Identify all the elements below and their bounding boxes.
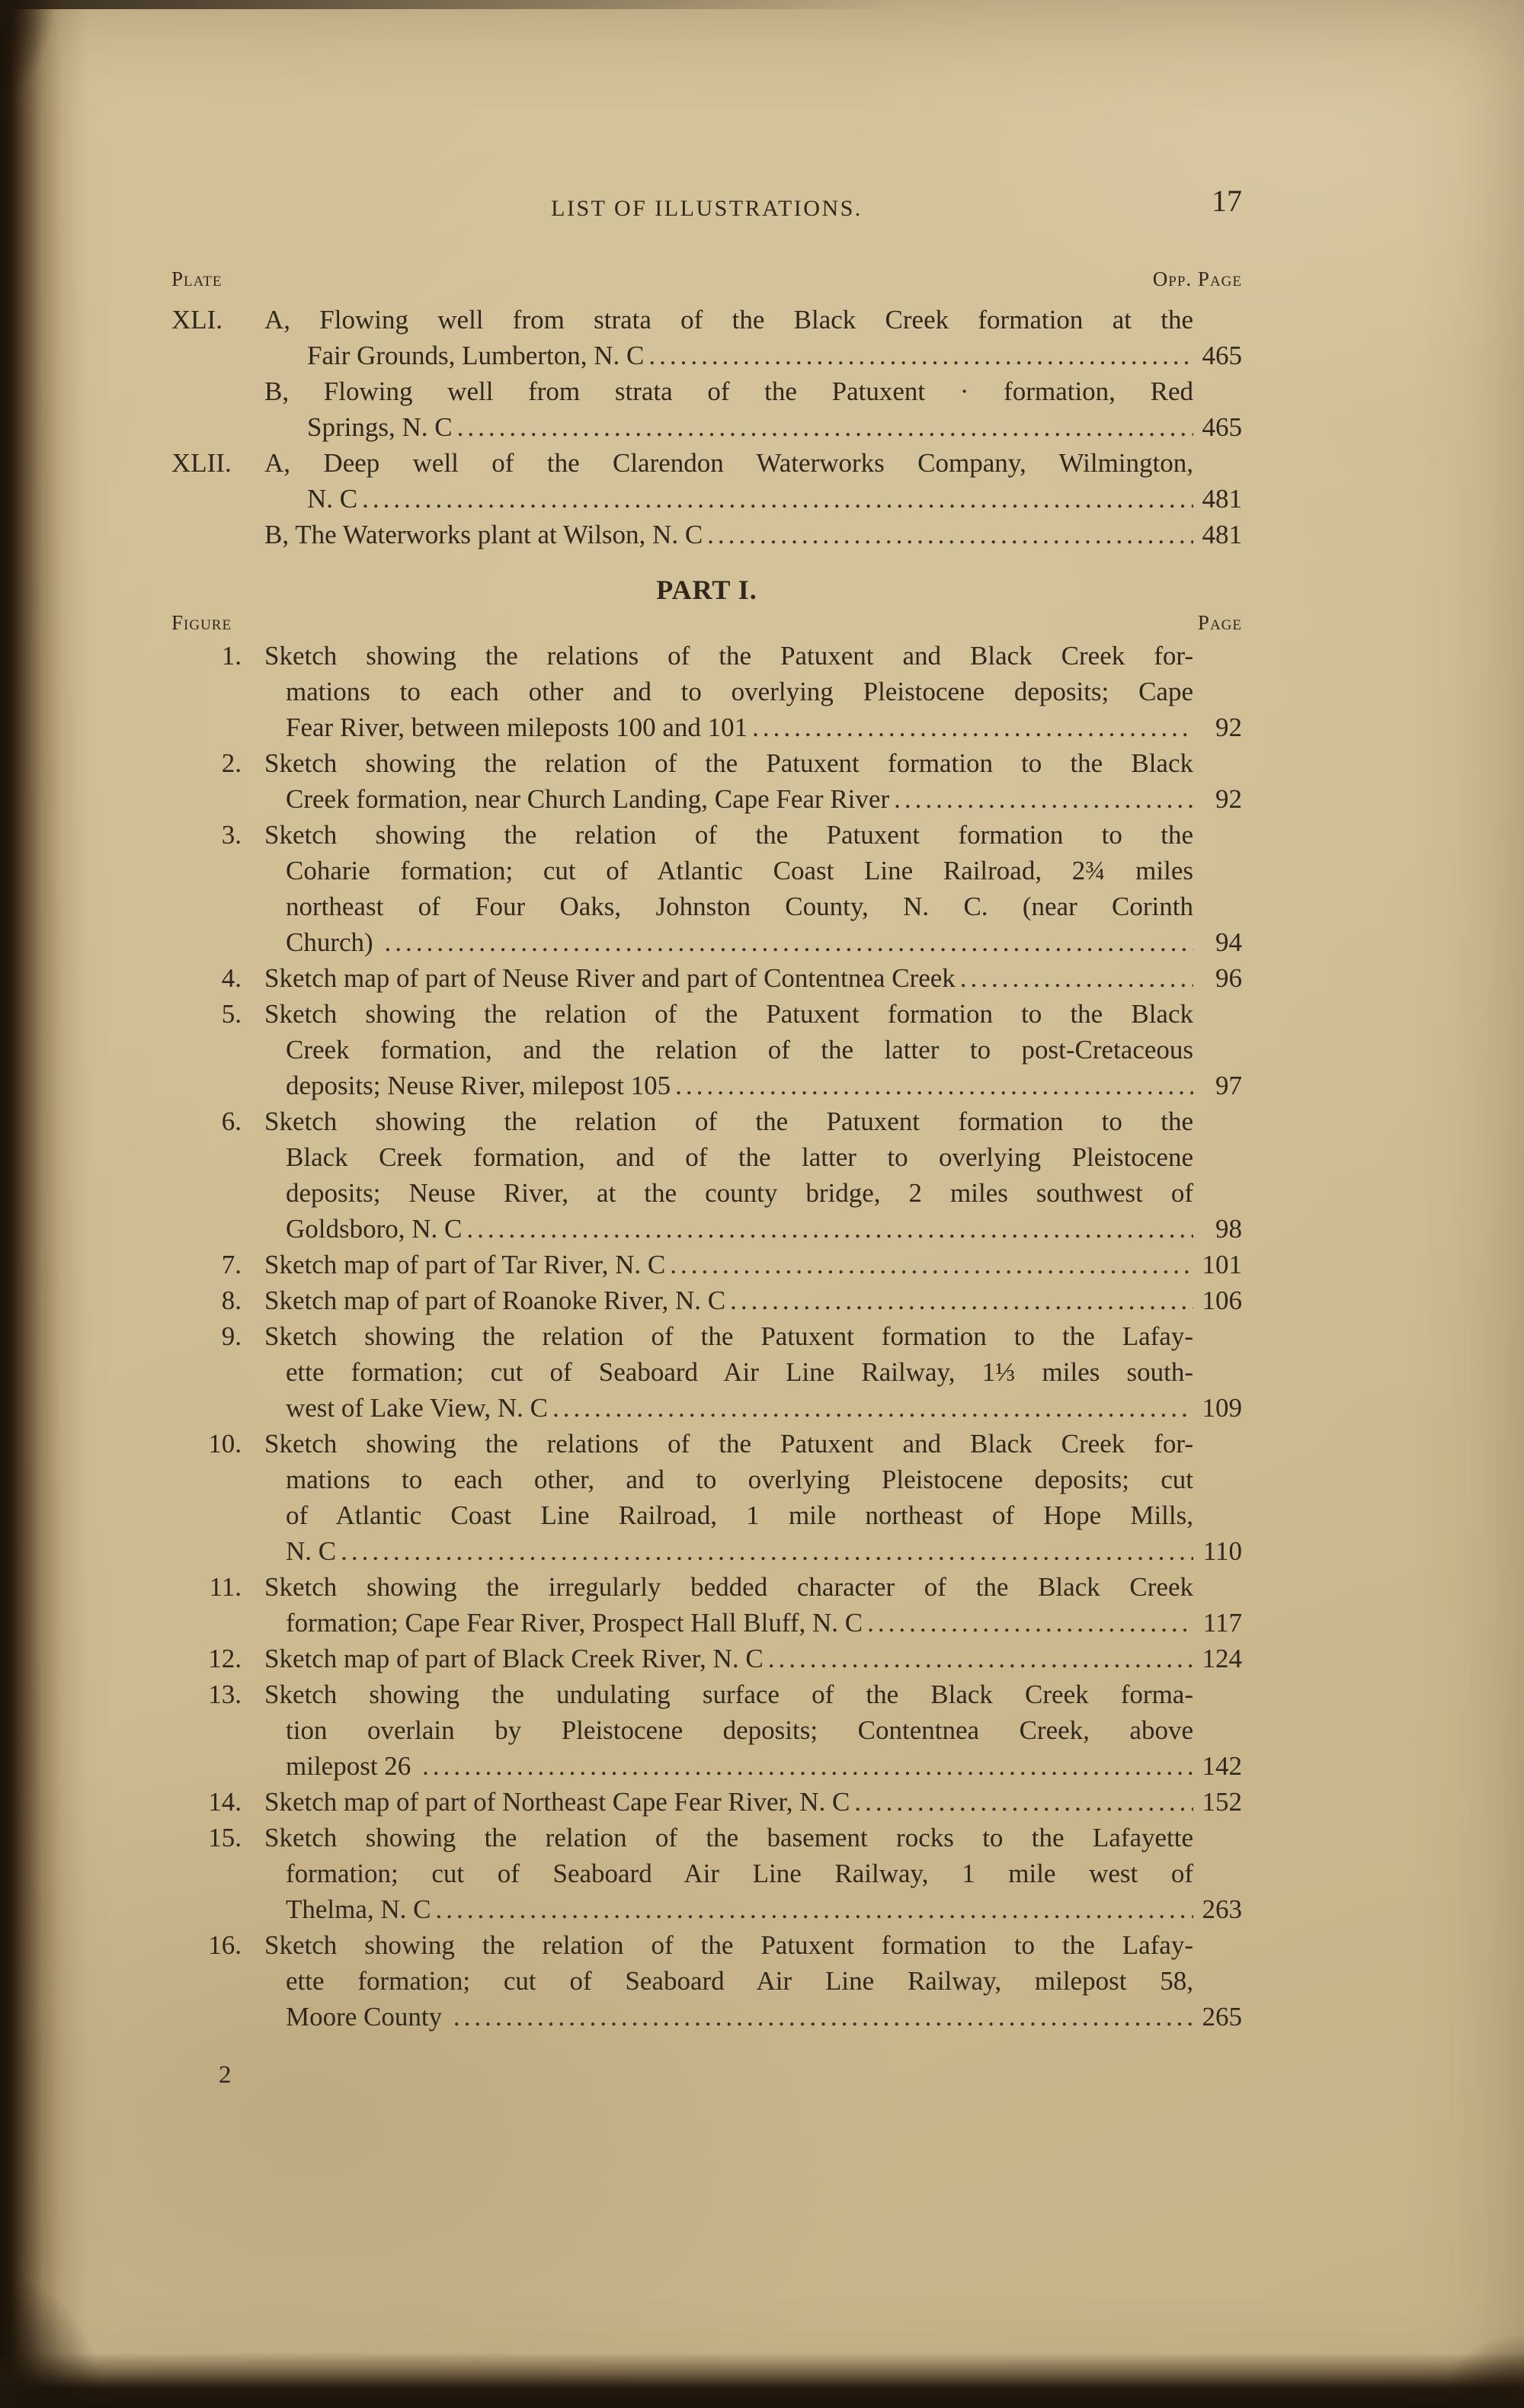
entry-text-line: Sketch showing the undulating surface of the Black Creek forma- <box>264 1680 1193 1709</box>
entry-text: Sketch map of part of Black Creek River, N. C <box>264 1644 764 1673</box>
dot-leader <box>894 781 1193 817</box>
entry-page-number: 481 <box>1202 520 1242 549</box>
entry-page-number: 97 <box>1215 1071 1242 1100</box>
entry-number: 14. <box>208 1787 242 1817</box>
dot-leader <box>854 1784 1193 1820</box>
entry-text-line: Sketch showing the relations of the Patuxent and Black Creek for- <box>264 641 1193 671</box>
part-heading: PART I. <box>656 575 757 605</box>
signature-mark: 2 <box>219 2061 232 2089</box>
entry-page-number: 465 <box>1202 341 1242 370</box>
entry-text: Church) <box>286 927 380 957</box>
dot-leader <box>648 338 1193 373</box>
entry-text-line: ette formation; cut of Seaboard Air Line Railway, milepost 58, <box>286 1966 1193 1996</box>
entry-number <box>171 517 242 552</box>
entry-text: Sketch map of part of Neuse River and part of Contentnea Creek <box>264 963 956 993</box>
entry-text: N. C <box>286 1536 337 1566</box>
dot-leader <box>670 1247 1193 1282</box>
entry-last-line <box>264 1533 1242 1569</box>
figure-entry <box>171 1426 1242 1569</box>
scan-corner-bottom-right <box>1410 2309 1524 2408</box>
entry-page-number: 265 <box>1202 2002 1242 2032</box>
dot-leader <box>768 1641 1193 1676</box>
entry-last-line <box>264 517 1242 552</box>
entry-number: 7. <box>221 1250 242 1279</box>
dot-leader <box>384 924 1193 960</box>
binding-shadow-left <box>0 0 88 2408</box>
entry-text-line: mations to each other, and to overlying Pleistocene deposits; cut <box>286 1465 1193 1494</box>
entry-last-line <box>264 1605 1242 1641</box>
entry-text: B, The Waterworks plant at Wilson, N. C <box>264 520 703 549</box>
figure-entry <box>171 1247 1242 1282</box>
dot-leader <box>341 1533 1193 1569</box>
entry-last-line <box>264 1999 1242 2035</box>
entry-number: 6. <box>221 1106 242 1136</box>
entry-last-line <box>264 1748 1242 1784</box>
entry-page-number: 481 <box>1202 484 1242 514</box>
figure-entry <box>171 1282 1242 1318</box>
entry-text: Fear River, between mileposts 100 and 101 <box>286 712 748 742</box>
page-header <box>171 184 1242 227</box>
entry-number: 1. <box>221 641 242 671</box>
entry-text: Moore County <box>286 2002 449 2032</box>
entry-text: Sketch map of part of Tar River, N. C <box>264 1250 666 1279</box>
entry-last-line <box>264 960 1242 996</box>
entry-text-line: Sketch showing the relation of the Patuxent formation to the <box>264 820 1193 850</box>
entry-page-number: 98 <box>1215 1214 1242 1244</box>
entry-text: Sketch map of part of Northeast Cape Fear River, N. C <box>264 1787 850 1817</box>
dot-leader <box>436 1891 1193 1927</box>
figure-entry <box>171 996 1242 1103</box>
figure-entry <box>171 960 1242 996</box>
entry-number: 5. <box>221 999 242 1029</box>
dot-leader <box>552 1390 1193 1426</box>
plates-heading-left: Plate <box>171 267 223 290</box>
plate-entry <box>171 517 1242 552</box>
entry-page-number: 92 <box>1215 784 1242 814</box>
dot-leader <box>960 960 1193 996</box>
entry-last-line <box>264 1211 1242 1247</box>
dot-leader <box>752 709 1193 745</box>
entry-last-line <box>264 1247 1242 1282</box>
figure-entry <box>171 1820 1242 1927</box>
entry-last-line <box>264 1390 1242 1426</box>
entry-text-line: Sketch showing the relation of the basement rocks to the Lafayette <box>264 1823 1193 1852</box>
entry-page-number: 117 <box>1202 1608 1242 1638</box>
entry-page-number: 110 <box>1202 1536 1242 1566</box>
figure-entry <box>171 1641 1242 1676</box>
entry-number: 16. <box>208 1930 242 1960</box>
entry-text-line: mations to each other and to overlying Pleistocene deposits; Cape <box>286 677 1193 706</box>
plate-entry <box>171 373 1242 445</box>
entry-number: XLII. <box>171 448 232 478</box>
figure-entry <box>171 1569 1242 1641</box>
entry-text-line: formation; cut of Seaboard Air Line Railway, 1 mile west of <box>286 1859 1193 1888</box>
entry-page-number: 94 <box>1215 927 1242 957</box>
entry-last-line <box>264 338 1242 373</box>
entry-text: Creek formation, near Church Landing, Cape Fear River <box>286 784 890 814</box>
entry-text-line: A, Flowing well from strata of the Black Creek formation at the <box>264 305 1193 335</box>
entry-text: Sketch map of part of Roanoke River, N. C <box>264 1286 726 1315</box>
page-title: LIST OF ILLUSTRATIONS. <box>551 196 863 221</box>
entry-number: 8. <box>221 1286 242 1315</box>
entry-last-line <box>264 1784 1242 1820</box>
entry-text-line: Sketch showing the irregularly bedded character of the Black Creek <box>264 1572 1193 1602</box>
entry-text-line: Sketch showing the relation of the Patuxent formation to the Black <box>264 748 1193 778</box>
entry-text: milepost 26 <box>286 1751 418 1781</box>
dot-leader <box>730 1282 1193 1318</box>
scan-corner-top-left <box>0 0 72 130</box>
dot-leader <box>457 409 1193 445</box>
dot-leader <box>466 1211 1193 1247</box>
entry-page-number: 152 <box>1202 1787 1242 1817</box>
entry-text: N. C <box>307 484 358 514</box>
page-content <box>171 184 1242 2093</box>
figures-heading-right: Page <box>1197 611 1242 634</box>
entry-text: Thelma, N. C <box>286 1894 431 1924</box>
figures-heading-left: Figure <box>171 611 232 634</box>
entry-number: 11. <box>209 1572 242 1602</box>
entry-last-line <box>264 1282 1242 1318</box>
entry-number: 13. <box>208 1680 242 1709</box>
entry-text-line: tion overlain by Pleistocene deposits; Contentnea Creek, above <box>286 1715 1193 1745</box>
dot-leader <box>867 1605 1193 1641</box>
figure-entry <box>171 817 1242 960</box>
entry-page-number: 124 <box>1202 1644 1242 1673</box>
entry-number: 2. <box>221 748 242 778</box>
entry-text: formation; Cape Fear River, Prospect Hall Bluff, N. C <box>286 1608 863 1638</box>
dot-leader <box>453 1999 1193 2035</box>
entry-text-line: northeast of Four Oaks, Johnston County, N. C. (near Corinth <box>286 892 1193 921</box>
entry-text: Fair Grounds, Lumberton, N. C <box>307 341 645 370</box>
entry-last-line <box>264 781 1242 817</box>
entry-text-line: Sketch showing the relation of the Patuxent formation to the Lafay- <box>264 1930 1193 1960</box>
entry-text-line: A, Deep well of the Clarendon Waterworks Company, Wilmington, <box>264 448 1193 478</box>
dot-leader <box>707 517 1193 552</box>
plate-entries <box>171 302 1242 552</box>
figure-entry <box>171 1927 1242 2035</box>
entry-last-line <box>264 709 1242 745</box>
entry-number: 12. <box>208 1644 242 1673</box>
dot-leader <box>422 1748 1193 1784</box>
entry-text-line: B, Flowing well from strata of the Patuxent · formation, Red <box>264 376 1193 406</box>
entry-text: Goldsboro, N. C <box>286 1214 463 1244</box>
entry-text-line: Black Creek formation, and of the latter to overlying Pleistocene <box>286 1142 1193 1172</box>
entry-page-number: 109 <box>1202 1393 1242 1423</box>
entry-text-line: Coharie formation; cut of Atlantic Coast Line Railroad, 2¾ miles <box>286 856 1193 885</box>
figure-entry <box>171 1784 1242 1820</box>
plates-column-headings <box>171 264 1242 294</box>
entry-last-line <box>264 1068 1242 1103</box>
entry-number: 3. <box>221 820 242 850</box>
figure-entries <box>171 638 1242 2035</box>
entry-last-line <box>264 1641 1242 1676</box>
entry-page-number: 106 <box>1202 1286 1242 1315</box>
figure-entry <box>171 1103 1242 1247</box>
entry-text: deposits; Neuse River, milepost 105 <box>286 1071 671 1100</box>
entry-text: west of Lake View, N. C <box>286 1393 548 1423</box>
entry-text-line: ette formation; cut of Seaboard Air Line Railway, 1⅓ miles south- <box>286 1357 1193 1387</box>
entry-number: 4. <box>221 963 242 993</box>
figure-entry <box>171 1318 1242 1426</box>
plates-heading-right: Opp. Page <box>1152 267 1242 290</box>
entry-text-line: Sketch showing the relation of the Patuxent formation to the Black <box>264 999 1193 1029</box>
entry-text-line: deposits; Neuse River, at the county bridge, 2 miles southwest of <box>286 1178 1193 1208</box>
dot-leader <box>675 1068 1193 1103</box>
entry-page-number: 92 <box>1215 712 1242 742</box>
plate-entry <box>171 302 1242 373</box>
figure-entry <box>171 745 1242 817</box>
figures-column-headings <box>171 607 1242 638</box>
page-number: 17 <box>1212 184 1242 218</box>
entry-page-number: 263 <box>1202 1894 1242 1924</box>
entry-last-line <box>264 924 1242 960</box>
scan-corner-bottom-left <box>0 2233 137 2408</box>
figure-entry <box>171 638 1242 745</box>
entry-last-line <box>264 481 1242 517</box>
entry-text-line: Sketch showing the relations of the Patuxent and Black Creek for- <box>264 1429 1193 1459</box>
entry-text-line: Sketch showing the relation of the Patuxent formation to the <box>264 1106 1193 1136</box>
entry-text-line: of Atlantic Coast Line Railroad, 1 mile northeast of Hope Mills, <box>286 1500 1193 1530</box>
figure-entry <box>171 1676 1242 1784</box>
entry-text: Springs, N. C <box>307 412 453 442</box>
entry-page-number: 101 <box>1202 1250 1242 1279</box>
entry-number: 9. <box>221 1321 242 1351</box>
scan-edge-top <box>0 0 952 9</box>
entry-number: 15. <box>208 1823 242 1852</box>
entry-text-line: Creek formation, and the relation of the latter to post-Cretaceous <box>286 1035 1193 1065</box>
dot-leader <box>362 481 1193 517</box>
entry-page-number: 142 <box>1202 1751 1242 1781</box>
entry-number: XLI. <box>171 305 223 335</box>
entry-number <box>171 373 242 445</box>
entry-last-line <box>264 409 1242 445</box>
entry-number: 10. <box>208 1429 242 1459</box>
entry-last-line <box>264 1891 1242 1927</box>
scan-edge-bottom <box>0 2353 1524 2408</box>
entry-page-number: 465 <box>1202 412 1242 442</box>
entry-text-line: Sketch showing the relation of the Patuxent formation to the Lafay- <box>264 1321 1193 1351</box>
plate-entry <box>171 445 1242 517</box>
entry-page-number: 96 <box>1215 963 1242 993</box>
